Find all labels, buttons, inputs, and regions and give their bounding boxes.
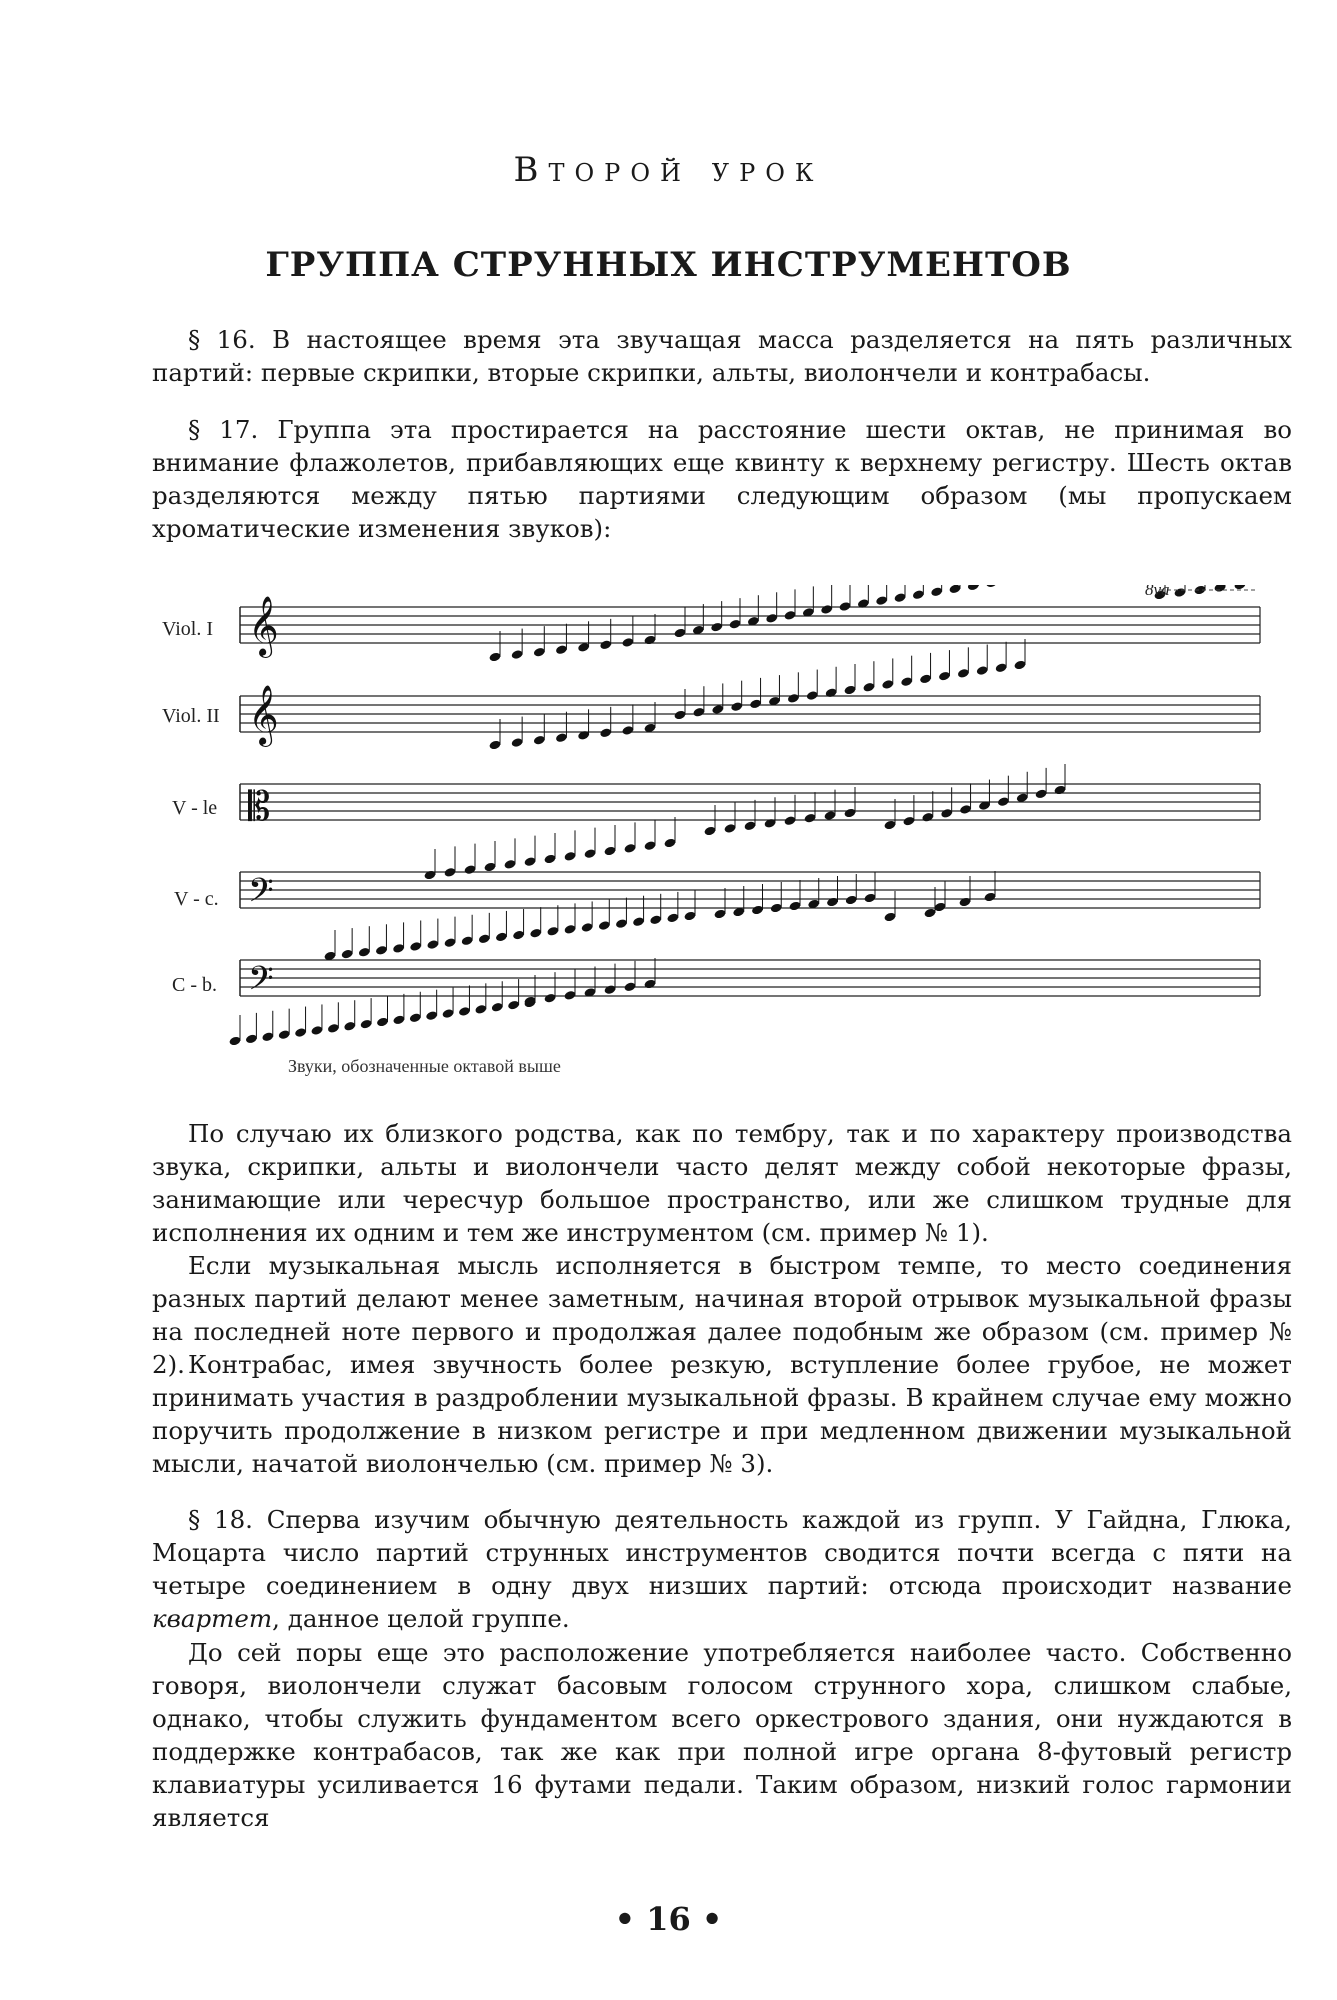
staff-label-vle: V - le bbox=[172, 797, 218, 819]
clef-icon: 𝄢 bbox=[248, 960, 274, 1006]
paragraph-18-italic: квартет bbox=[152, 1604, 273, 1633]
section-title: ГРУППА СТРУННЫХ ИНСТРУМЕНТОВ bbox=[265, 245, 1072, 285]
paragraph-17: § 17. Группа эта простирается на расстояние шести октав, не принимая во внимание флажолетов, прибавляющих еще квинту к верхнему регистру. Шесть октав разделяются между пятью партиями следующим образом (мы пропускаем хроматические изменения звуков): bbox=[152, 415, 1292, 543]
paragraph-18 bbox=[152, 1503, 1292, 1635]
clef-icon: 𝄢 bbox=[248, 872, 274, 918]
paragraph-c: Контрабас, имея звучность более резкую, вступление более грубое, не может принимать участия в раздроблении музыкальной фразы. В крайнем случае ему можно поручить продолжение в низком регистре и при медленном движении музыкальной мысли, начатой виолончелью (см. пример № 3). bbox=[152, 1350, 1292, 1478]
paragraph-18-text-2: , данное целой группе. bbox=[272, 1604, 570, 1633]
staves bbox=[229, 585, 1260, 1046]
paragraph-d: До сей поры еще это расположение употребляется наиболее часто. Собственно говоря, виолончели служат басовым голосом струнного хора, слишком слабые, однако, чтобы служить фундаментом всего оркестрового здания, они нуждаются в поддержке контрабасов, так же как при полной игре органа 8-футовый регистр клавиатуры усиливается 16 футами педали. Таким образом, низкий голос гармонии является bbox=[152, 1638, 1292, 1832]
paragraph-b: Если музыкальная мысль исполняется в быстром темпе, то место соединения разных партий делают менее заметным, начиная второй отрывок музыкальной фразы на последней ноте первого и продолжая далее подобным же образом (см. пример № 2). bbox=[152, 1251, 1292, 1379]
chapter-heading: Второй урок bbox=[513, 150, 824, 190]
clef-icon: 𝄞 bbox=[248, 685, 279, 745]
paragraph-18-text-1: § 18. Сперва изучим обычную деятельность каждой из групп. У Гайдна, Глюка, Моцарта число партий струнных инструментов сводится почти всегда с пяти на четыре соединением в одну двух низших партий: отсюда происходит название bbox=[152, 1505, 1292, 1600]
octave-mark: 8va bbox=[1145, 585, 1170, 599]
paragraph-a: По случаю их близкого родства, как по тембру, так и по характеру производства звука, скрипки, альты и виолончели часто делят между собой некоторые фразы, занимающие или чересчур большое пространство, или же слишком трудные для исполнения их одним и тем же инструментом (см. пример № 1). bbox=[152, 1119, 1292, 1247]
figure-caption: Звуки, обозначенные октавой выше bbox=[288, 1056, 561, 1076]
clef-icon: 𝄡 bbox=[248, 784, 271, 830]
note-head bbox=[967, 585, 980, 591]
staff-label-viol1: Viol. I bbox=[162, 618, 214, 640]
staff-label-vc: V - c. bbox=[174, 888, 219, 910]
page-number: • 16 • bbox=[614, 1900, 723, 1938]
staff-label-cb: C - b. bbox=[172, 974, 217, 996]
paragraph-16: § 16. В настоящее время эта звучащая масса разделяется на пять различных партий: первые скрипки, вторые скрипки, альты, виолончели и контрабасы. bbox=[152, 325, 1292, 387]
string-ranges-figure bbox=[150, 585, 1300, 1105]
note-head bbox=[985, 585, 998, 588]
staff-label-viol2: Viol. II bbox=[162, 705, 220, 727]
clef-icon: 𝄞 bbox=[248, 596, 279, 656]
